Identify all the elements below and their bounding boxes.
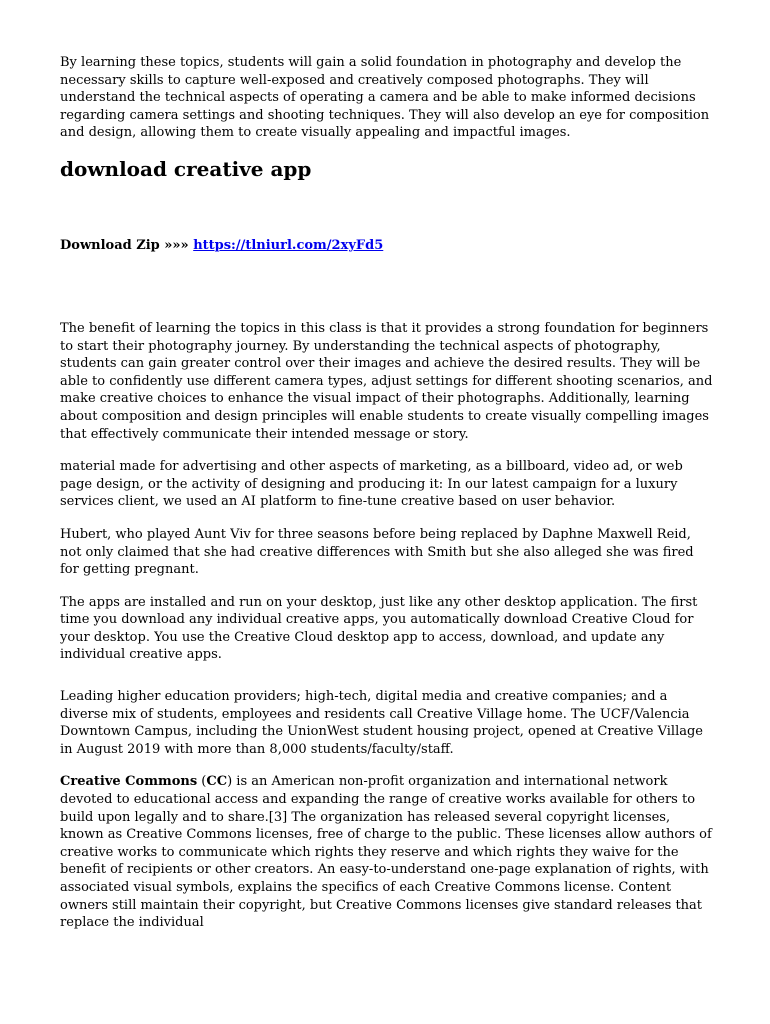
paren-open: ( bbox=[197, 774, 207, 790]
page-heading: download creative app bbox=[60, 156, 312, 181]
hubert-paragraph: Hubert, who played Aunt Viv for three seasons before being replaced by Daphne Maxwell Reid, not only claimed that she had creative differences with Smith but she also alleged she was fired for getting pregnant. bbox=[60, 526, 694, 578]
intro-paragraph: By learning these topics, students will gain a solid foundation in photography and develop the necessary skills to capture well-exposed and creatively composed photographs. They will understand the technical aspects of operating a camera and be able to make informed decisions regarding camera settings and shooting techniques. They will also develop an eye for composition and design, allowing them to create visually appealing and impactful images. bbox=[60, 55, 710, 141]
creative-commons-term: Creative Commons bbox=[60, 774, 198, 790]
cc-abbrev: CC bbox=[206, 774, 228, 790]
document-page bbox=[60, 54, 715, 932]
download-line bbox=[60, 237, 715, 255]
marketing-paragraph: material made for advertising and other aspects of marketing, as a billboard, video ad, or web page design, or the activity of designing and producing it: In our latest campaign for a luxury services client, we used an AI platform to fine-tune creative based on user behavior. bbox=[60, 459, 683, 510]
creative-commons-text: ) is an American non-profit organization and international network devoted to educational access and expanding the range of creative works available for others to build upon legally and to share.[3] The organization has released several copyright licenses, known as Creative Commons licenses, free of charge to the public. These licenses allow authors of creative works to communicate which rights they reserve and which rights they waive for the benefit of recipients or other creators. An easy-to-understand one-page explanation of rights, with associated visual symbols, explains the specifics of each Creative Commons license. Content owners still maintain their copyright, but Creative Commons licenses give standard releases that replace the individual bbox=[60, 774, 712, 931]
benefit-paragraph: The benefit of learning the topics in this class is that it provides a strong foundation for beginners to start their photography journey. By understanding the technical aspects of photography, students can gain greater control over their images and achieve the desired results. They will be able to confidently use different camera types, adjust settings for different shooting scenarios, and make creative choices to enhance the visual impact of their photographs. Additionally, learning about composition and design principles will enable students to create visually compelling images that effectively communicate their intended message or story. bbox=[60, 320, 713, 442]
download-link[interactable]: https://tlniurl.com/2xyFd5 bbox=[193, 237, 384, 253]
creative-commons-paragraph bbox=[60, 773, 715, 931]
apps-paragraph: The apps are installed and run on your desktop, just like any other desktop application. The first time you download any individual creative apps, you automatically download Creative Cloud for your desktop. You use the Creative Cloud desktop app to access, download, and update any individual creative apps. bbox=[60, 594, 698, 663]
download-label: Download Zip »»» bbox=[60, 237, 194, 253]
creative-village-paragraph: Leading higher education providers; high-tech, digital media and creative companies; and a diverse mix of students, employees and residents call Creative Village home. The UCF/Valencia Downtown Campus, including the UnionWest student housing project, opened at Creative Village in August 2019 with more than 8,000 students/faculty/staff. bbox=[60, 689, 703, 757]
